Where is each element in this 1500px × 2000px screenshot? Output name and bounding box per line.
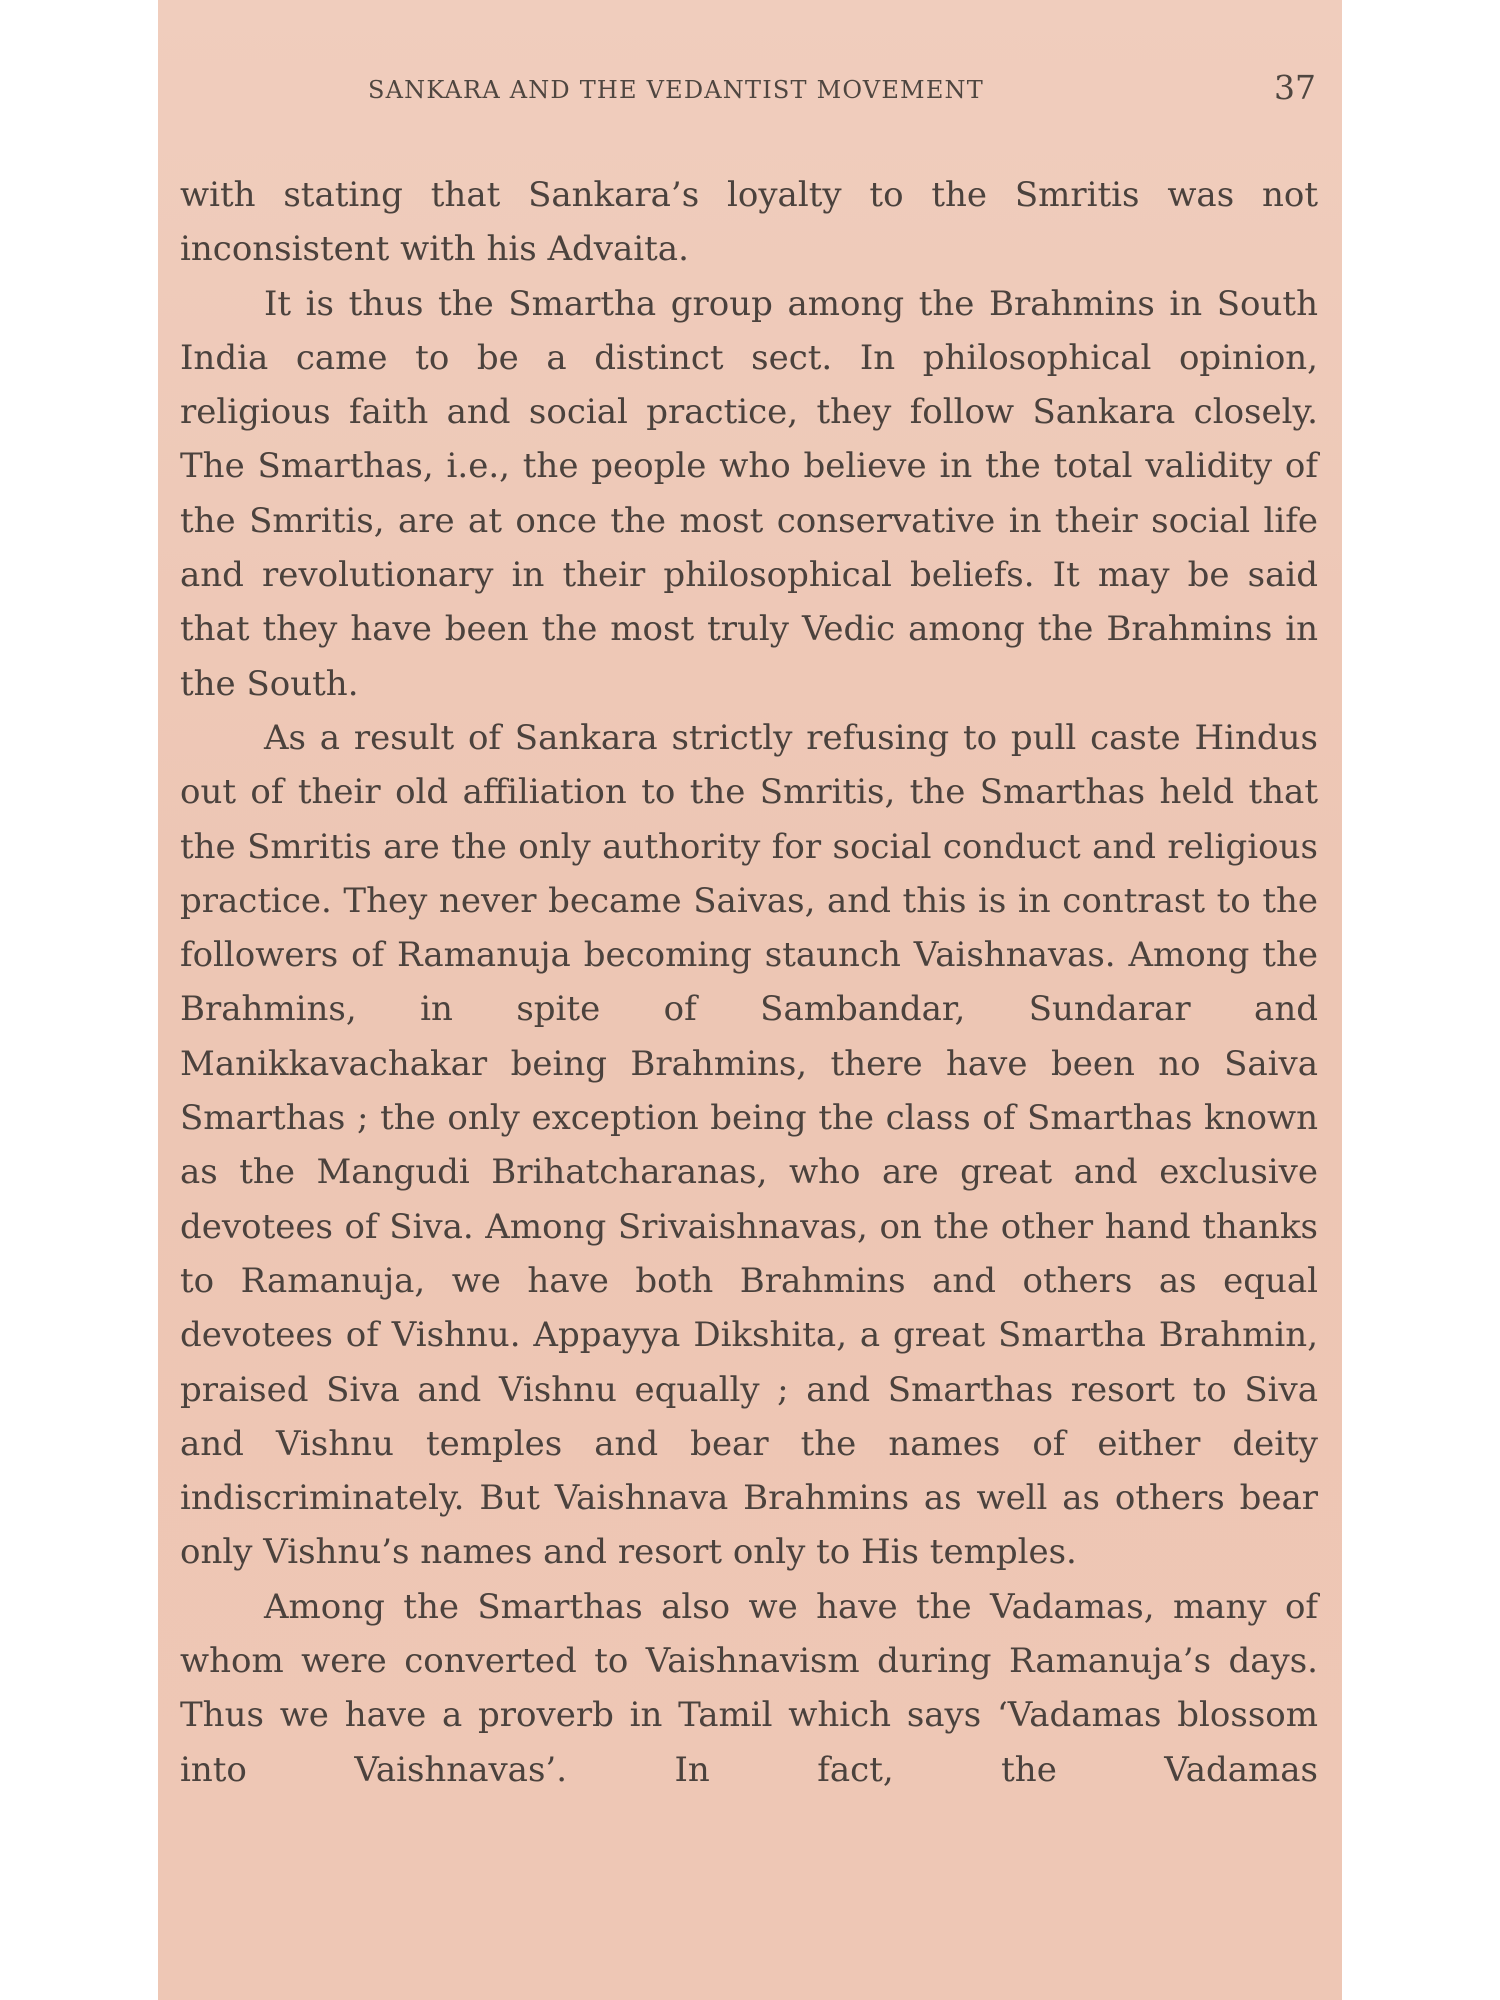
- paragraph-3: As a result of Sankara strictly refusing to pull caste Hindus out of their old affiliation to the Smritis, the Smarthas held that the Smritis are the only authority for social conduct and religious practice. They never became Saivas, and this is in contrast to the followers of Ramanuja becoming staunch Vaishnavas. Among the Brahmins, in spite of Sambandar, Sundarar and Manikkavachakar being Brahmins, there have been no Saiva Smarthas ; the only exception being the class of Smarthas known as the Mangudi Brihatcharanas, who are great and exclusive devotees of Siva. Among Srivaishnavas, on the other hand thanks to Ramanuja, we have both Brahmins and others as equal devotees of Vishnu. Appayya Dikshita, a great Smartha Brahmin, praised Siva and Vishnu equally ; and Smarthas resort to Siva and Vishnu temples and bear the names of either deity indiscriminately. But Vaishnava Brahmins as well as others bear only Vishnu’s names and resort only to His temples.: [180, 717, 1318, 1573]
- page-number: 37: [1274, 68, 1316, 107]
- paragraph-4: Among the Smarthas also we have the Vadamas, many of whom were converted to Vaishnavism during Ramanuja’s days. Thus we have a proverb in Tamil which says ‘Vadamas blossom into Vaishnavas’. In fact, the Vadamas: [180, 1586, 1318, 1790]
- paragraph-2: It is thus the Smartha group among the Brahmins in South India came to be a distinct sect. In philosophical opinion, religious faith and social practice, they follow Sankara closely. The Smarthas, i.e., the people who believe in the total validity of the Smritis, are at once the most conservative in their social life and revolutionary in their philosophical beliefs. It may be said that they have been the most truly Vedic among the Brahmins in the South.: [180, 283, 1318, 704]
- page-header: [158, 68, 1342, 112]
- scanned-page: [158, 0, 1342, 2000]
- running-head: SANKARA AND THE VEDANTIST MOVEMENT: [368, 76, 984, 104]
- body-text: [180, 168, 1318, 1797]
- paragraph-1: with stating that Sankara’s loyalty to the Smritis was not inconsistent with his Advaita.: [180, 175, 1318, 270]
